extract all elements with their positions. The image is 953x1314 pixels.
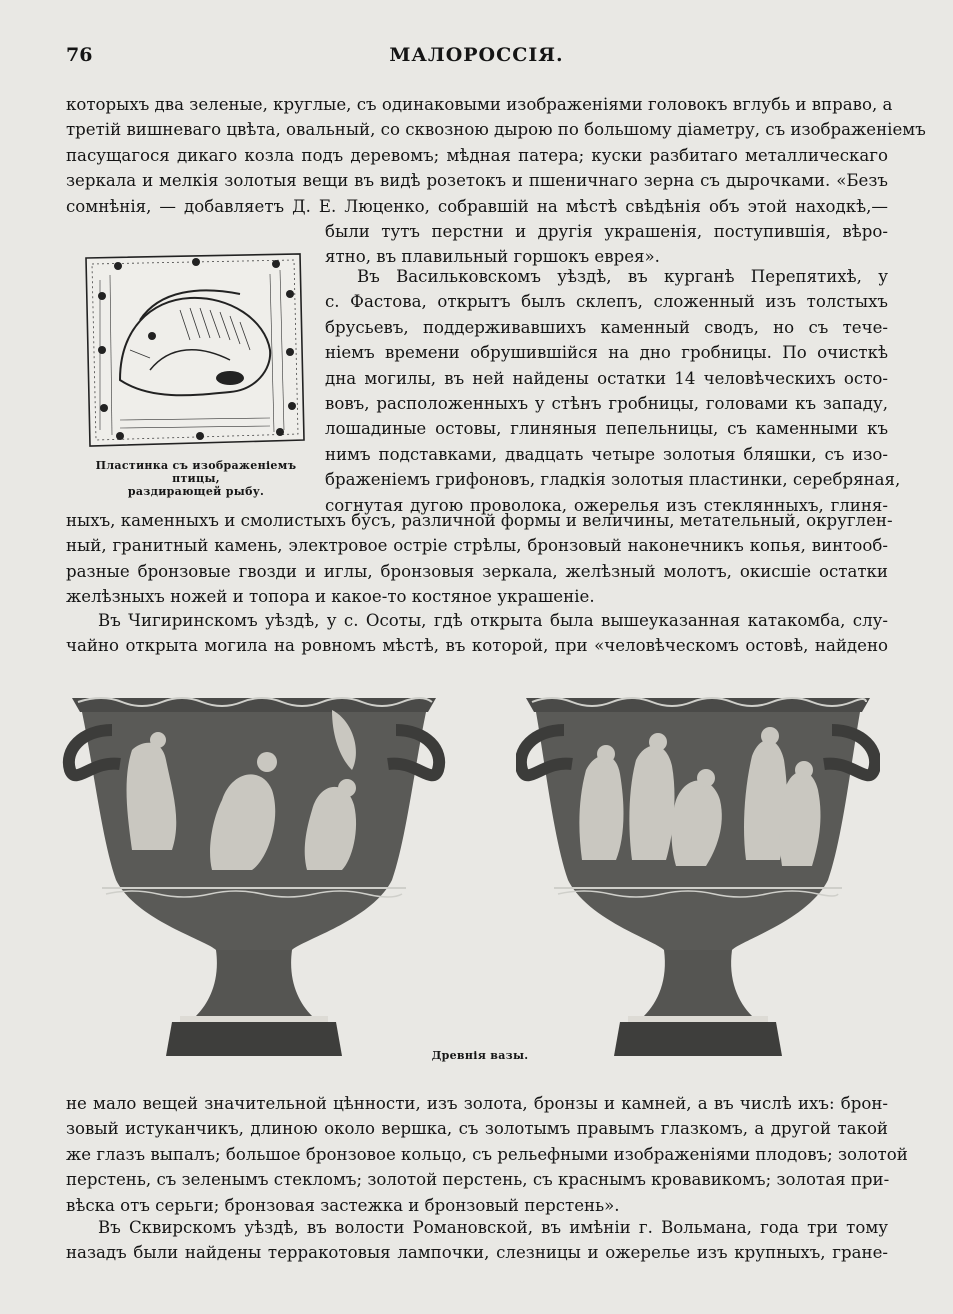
- text-line: вѣска отъ серьги; бронзовая застежка и бронзовый перстень».: [66, 1195, 620, 1215]
- text-line: ніемъ времени обрушившійся на дно гробницы. По очисткѣ: [325, 343, 888, 363]
- text-line: Въ Чигиринскомъ уѣздѣ, у с. Осоты, гдѣ открыта была вышеуказанная катакомба, слу-: [98, 611, 888, 630]
- text-line: ныхъ, каменныхъ и смолистыхъ бусъ, различной формы и величины, метательный, округлен-: [66, 511, 893, 530]
- text-line: были тутъ перстни и другія украшенія, поступившія, вѣро-: [325, 222, 888, 241]
- vase-left-illustration: [62, 690, 446, 1060]
- text-line: Въ Сквирскомъ уѣздѣ, въ волости Романовской, въ имѣніи г. Вольмана, года три тому: [98, 1218, 888, 1237]
- paragraph-3-continued: [66, 1091, 908, 1218]
- plate-caption-line: раздирающей рыбу.: [127, 485, 265, 498]
- text-line: сомнѣнія, — добавляетъ Д. Е. Люценко, собравшій на мѣстѣ свѣдѣнія объ этой находкѣ,—: [66, 196, 888, 216]
- text-line: ятно, въ плавильный горшокъ еврея».: [325, 247, 660, 267]
- text-line: перстень, съ зеленымъ стекломъ; золотой перстень, съ краснымъ кровавикомъ; золотая при-: [66, 1170, 890, 1190]
- text-line: нимъ подставками, двадцать четыре золотыя бляшки, съ изо-: [325, 444, 888, 464]
- text-line: разные бронзовые гвозди и иглы, бронзовыя зеркала, желѣзный молотъ, окисшіе остатки: [66, 561, 888, 581]
- text-line: не мало вещей значительной цѣнности, изъ золота, бронзы и камней, а въ числѣ ихъ: брон-: [66, 1094, 888, 1113]
- plate-caption: [78, 459, 314, 498]
- text-line: лошадиные остовы, глиняныя пепельницы, съ каменными къ: [325, 419, 888, 439]
- text-line: согнутая дугою проволока, ожерелья изъ стеклянныхъ, глиня-: [325, 495, 888, 515]
- vase-right-illustration: [516, 690, 880, 1060]
- text-line: браженіемъ грифоновъ, гладкія золотыя пластинки, серебряная,: [325, 470, 901, 490]
- vase-right-drawing: [516, 690, 880, 1060]
- text-line: дна могилы, въ ней найдены остатки 14 человѣческихъ остo-: [325, 368, 888, 388]
- paragraph-1: [66, 92, 926, 219]
- text-line: Въ Васильковскомъ уѣздѣ, въ курганѣ Перепятихѣ, у: [357, 267, 888, 286]
- text-line: третій вишневаго цвѣта, овальный, со сквозною дырою по большому діаметру, съ изображеніемъ: [66, 120, 926, 140]
- text-line: желѣзныхъ ножей и топора и какое-то костяное украшеніе.: [66, 587, 595, 607]
- running-head: МАЛОРОССІЯ.: [389, 44, 564, 66]
- plate-illustration: [80, 250, 308, 452]
- text-line: пасущагося дикаго козла подъ деревомъ; мѣдная патера; куски разбитаго металлическаго: [66, 145, 888, 165]
- vases-caption: Древнія вазы.: [431, 1049, 529, 1062]
- text-line: вовъ, расположенныхъ у стѣнъ гробницы, головами къ западу,: [325, 394, 888, 414]
- paragraph-2-continued: [66, 508, 893, 610]
- paragraph-4: [66, 1215, 888, 1266]
- paragraph-3: [66, 608, 888, 659]
- text-line: ный, гранитный камень, электровое остріе стрѣлы, бронзовый наконечникъ копья, винтооб-: [66, 536, 888, 556]
- text-line: зовый истуканчикъ, длиною около вершка, съ золотымъ правымъ глазкомъ, а другой такой: [66, 1119, 888, 1139]
- text-line: брусьевъ, поддерживавшихъ каменный сводъ, но съ тече-: [325, 317, 888, 337]
- plate-caption-line: Пластинка съ изображеніемъ птицы,: [95, 459, 297, 485]
- text-line: которыхъ два зеленые, круглые, съ одинаковыми изображеніями головокъ вглубь и вправо, а: [66, 95, 893, 114]
- text-line: зеркала и мелкія золотыя вещи въ видѣ розетокъ и пшеничнаго зерна съ дырочками. «Безъ: [66, 171, 888, 191]
- page-number: 76: [66, 44, 93, 66]
- text-line: с. Фастова, открытъ былъ склепъ, сложенный изъ толстыхъ: [325, 292, 888, 312]
- text-line: же глазъ выпалъ; большое бронзовое кольцо, съ рельефными изображеніями плодовъ; золотой: [66, 1144, 908, 1164]
- paragraph-2: [325, 264, 901, 518]
- vase-left-drawing: [62, 690, 446, 1060]
- text-line: назадъ были найдены терракотовыя лампочки, слезницы и ожерелье изъ крупныхъ, гране-: [66, 1243, 888, 1263]
- paragraph-1-continued: [325, 219, 888, 270]
- text-line: чайно открыта могила на ровномъ мѣстѣ, въ которой, при «человѣческомъ остовѣ, найдено: [66, 636, 888, 656]
- bird-fish-plate-drawing: [80, 250, 308, 452]
